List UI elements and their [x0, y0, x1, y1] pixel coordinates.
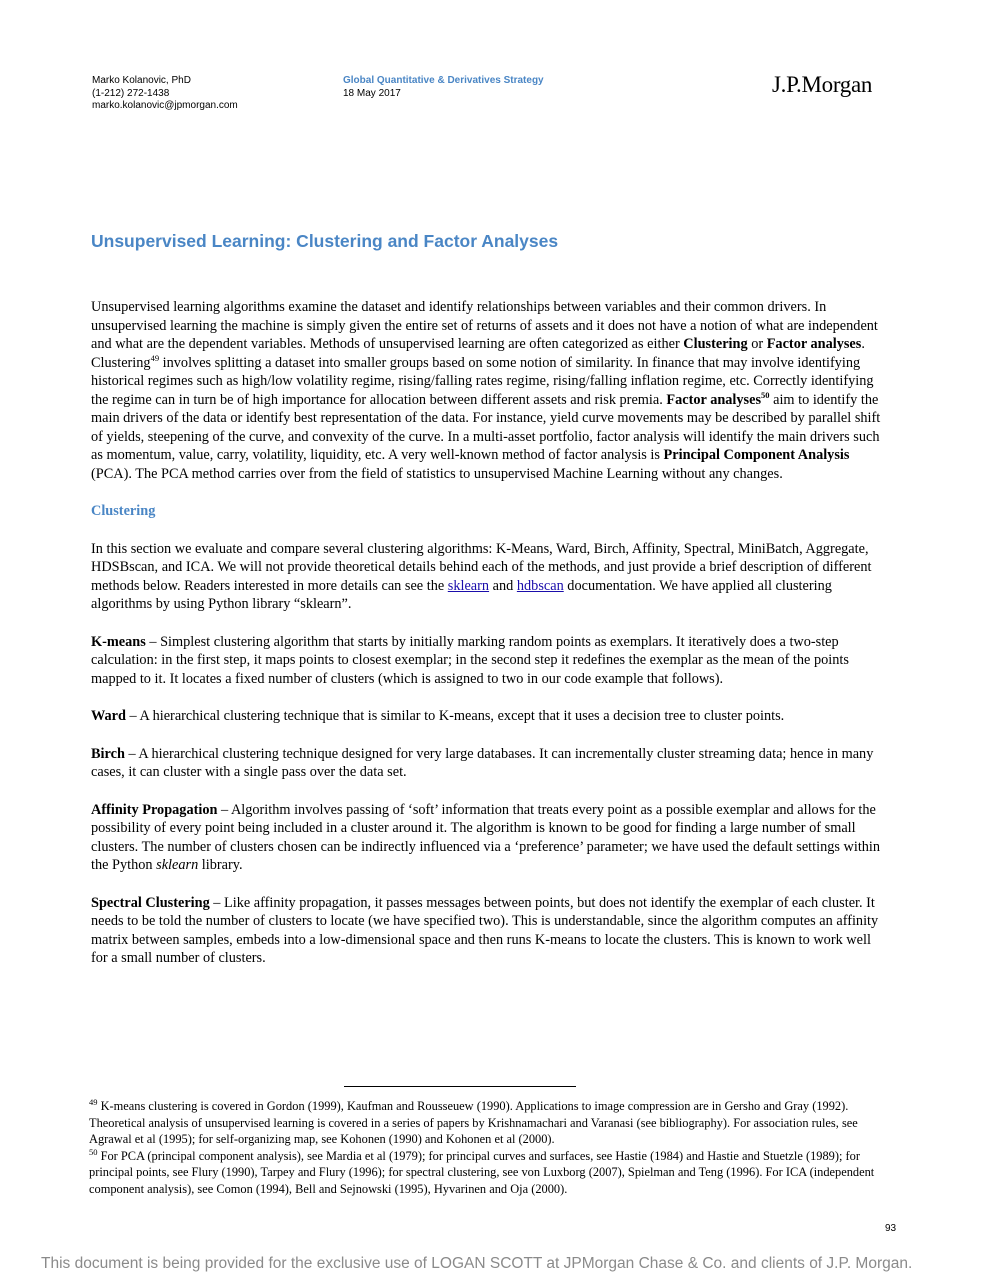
footnote-ref-50[interactable]: 50 — [761, 389, 770, 400]
footnote-ref-49[interactable]: 49 — [150, 352, 160, 363]
jpmorgan-logo: J.P.Morgan — [772, 72, 873, 97]
footnote-50: $^{50}$ For PCA (principal component analysis), see Mardia et al (1979); for principal curves and surfaces, see Hastie (1984) and Hastie and Stuetzle (1989); for principal points, see Flury (1990), Tarpey and Flury (1996); for spectral clustering, see von Luxborg (2007), Spielman and Teng (1996). For ICA (independent component analysis), see Comon (1994), Bell and Sejnowski (1995), Hyvarinen and Oja (2000). — [89, 1146, 875, 1196]
kmeans-paragraph: K-means – Simplest clustering algorithm that starts by initially marking random points as exemplars. It iteratively does a two-step calculation: in the first step, it maps points to closest exemplar; in the second step it redefines the exemplar as the mean of the points mapped to it. It locates a fixed number of clusters (which is assigned to two in our code example that follows). — [91, 633, 849, 687]
usage-disclaimer: This document is being provided for the exclusive use of LOGAN SCOTT at JPMorgan Chase & Co. and clients of J.P. Morgan. — [41, 1255, 913, 1272]
spectral-paragraph: Spectral Clustering – Like affinity propagation, it passes messages between points, but does not identify the exemplar of each cluster. It needs to be told the number of clusters to locate (we have specified two). This is understandable, since the algorithm computes an affinity matrix between samples, embeds into a low-dimensional space and then runs K-means to locate the clusters. This is known to work well for a small number of clusters. — [91, 894, 879, 966]
ward-paragraph: Ward – A hierarchical clustering technique that is similar to K-means, except that it uses a decision tree to cluster points. — [91, 708, 785, 724]
report-date: 18 May 2017 — [343, 87, 401, 99]
hdbscan-link[interactable]: hdbscan — [516, 577, 564, 594]
author-name: Marko Kolanovic, PhD — [92, 75, 191, 86]
sklearn-link[interactable]: sklearn — [447, 577, 490, 594]
page-title: Unsupervised Learning: Clustering and Factor Analyses — [91, 231, 559, 251]
intro-paragraph: Unsupervised learning algorithms examine the dataset and identify relationships between variables and their common drivers. In unsupervised learning the machine is simply given the entire set of returns of assets and it does not have a notion of what are independent and what are the dependent variables. Methods of unsupervised learning are often categorized as either Clustering or Factor analyses. Clustering$^{49}$ involves splitting a dataset into smaller groups based on some notion of similarity. In finance that may involve identifying historical regimes such as high/low volatility regime, rising/falling rates regime, rising/falling inflation regime, etc. Correctly identifying the regime can in turn be of high importance for allocation between different assets and risk premia. Factor analyses$^{50}$ aim to identify the main drivers of the data or identify best representation of the data. For instance, yield curve movements may be described by parallel shift of yields, steepening of the curve, and convexity of the curve. In a multi-asset portfolio, factor analysis will identify the main drivers such as momentum, value, carry, volatility, liquidity, etc. A very well-known method of factor analysis is Principal Component Analysis (PCA). The PCA method carries over from the field of statistics to unsupervised Machine Learning without any changes. — [91, 299, 881, 482]
author-phone: (1-212) 272-1438 — [92, 87, 170, 99]
footnote-49: $^{49}$ K-means clustering is covered in Gordon (1999), Kaufman and Rousseuew (1990). Applications to image compression are in Gersho and Gray (1992). Theoretical analysis of unsupervised learning is covered in a series of papers by Krishnamachari and Varanasi (see bibliography). For association rules, see Agrawal et al (1995); for self-organizing map, see Kohonen (1990) and Kohonen et al (2000). — [89, 1096, 858, 1146]
page-number: 93 — [885, 1223, 897, 1234]
department-label: Global Quantitative & Derivatives Strategy — [343, 75, 544, 86]
clustering-intro-paragraph: In this section we evaluate and compare several clustering algorithms: K-Means, Ward, Birch, Affinity, Spectral, MiniBatch, Aggregate, HDSBscan, and ICA. We will not provide theoretical details behind each of the methods, and just provide a brief description of different methods below. Readers interested in more details can see the sklearn and hdbscan documentation. We have applied all clustering algorithms by using Python library “sklearn”. — [91, 540, 872, 612]
report-info — [343, 75, 544, 100]
author-email: marko.kolanovic@jpmorgan.com — [92, 100, 238, 111]
footnote-divider — [344, 1086, 576, 1087]
footnotes — [89, 1098, 889, 1197]
affinity-paragraph: Affinity Propagation – Algorithm involves passing of ‘soft’ information that treats every point as a possible exemplar and allows for the possibility of every point being included in a cluster around it. The algorithm is known to be good for finding a large number of small clusters. The number of clusters chosen can be indirectly influenced via a ‘preference’ parameter; we have used the default settings within the Python sklearn library. — [91, 801, 881, 873]
birch-paragraph: Birch – A hierarchical clustering technique designed for very large databases. It can incrementally cluster streaming data; hence in many cases, it can cluster with a single pass over the data set. — [91, 745, 874, 780]
clustering-heading: Clustering — [91, 503, 156, 519]
author-block — [92, 75, 238, 113]
body-content — [91, 298, 891, 987]
